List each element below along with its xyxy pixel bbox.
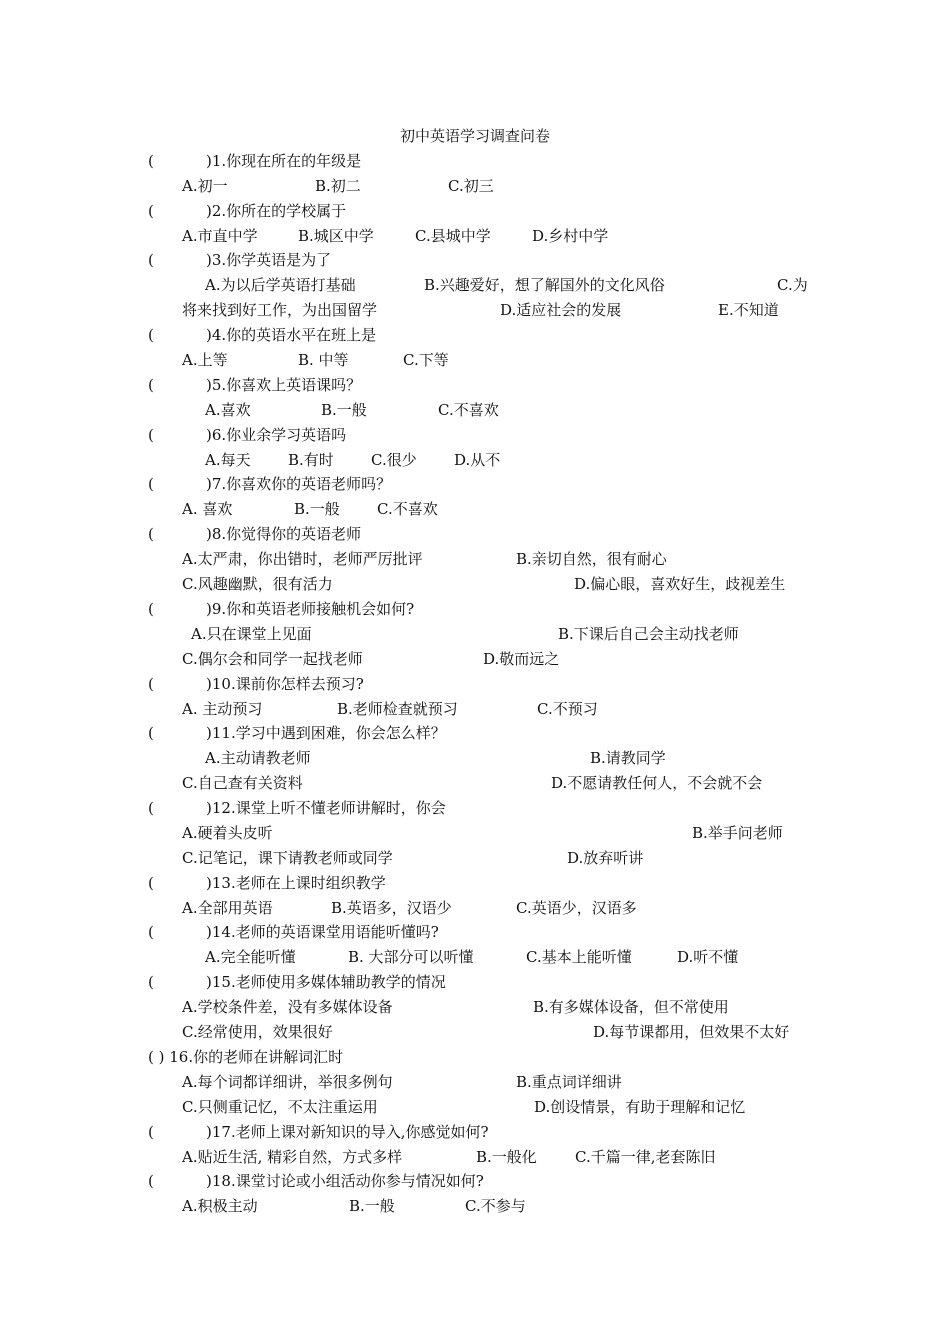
answer-blank: ( xyxy=(148,1172,154,1190)
option: A.贴近生活, 精彩自然，方式多样 xyxy=(182,1148,403,1166)
question-14: )14.老师的英语课堂用语能听懂吗? xyxy=(206,923,439,941)
option: B.亲切自然，很有耐心 xyxy=(516,550,667,568)
option: B. 中等 xyxy=(298,351,349,369)
option: A.每个词都详细讲，举很多例句 xyxy=(182,1073,393,1091)
option: A.上等 xyxy=(182,351,228,369)
option: D.从不 xyxy=(454,451,501,469)
question-18: )18.课堂讨论或小组活动你参与情况如何? xyxy=(206,1172,484,1190)
option: A. 喜欢 xyxy=(182,500,233,518)
option: B.有多媒体设备，但不常使用 xyxy=(533,998,729,1016)
option: C.记笔记，课下请教老师或同学 xyxy=(182,849,393,867)
answer-blank: ( xyxy=(148,675,154,693)
question-5: )5.你喜欢上英语课吗？ xyxy=(206,376,362,394)
option: 将来找到好工作，为出国留学 xyxy=(182,301,378,319)
option: B.城区中学 xyxy=(298,227,374,245)
answer-blank: ( xyxy=(148,326,154,344)
option: A.初一 xyxy=(182,177,228,195)
question-10: )10.课前你怎样去预习? xyxy=(206,675,364,693)
answer-blank: ( xyxy=(148,475,154,493)
option: A.全部用英语 xyxy=(182,899,273,917)
option: D.每节课都用，但效果不太好 xyxy=(593,1023,790,1041)
option: B. 大部分可以听懂 xyxy=(348,948,474,966)
option: C.千篇一律,老套陈旧 xyxy=(575,1148,716,1166)
option: C.经常使用，效果很好 xyxy=(182,1023,333,1041)
option: C.不喜欢 xyxy=(438,401,499,419)
question-1: )1.你现在所在的年级是 xyxy=(206,152,362,170)
question-17: )17.老师上课对新知识的导入,你感觉如何? xyxy=(206,1123,489,1141)
option: A.完全能听懂 xyxy=(205,948,296,966)
answer-blank: ( xyxy=(148,251,154,269)
option: B.一般 xyxy=(321,401,367,419)
question-16: ( ) 16.你的老师在讲解词汇时 xyxy=(148,1048,344,1066)
option: A.每天 xyxy=(205,451,251,469)
option: B.兴趣爱好，想了解国外的文化风俗 xyxy=(424,276,665,294)
option: B.老师检查就预习 xyxy=(337,700,458,718)
answer-blank: ( xyxy=(148,923,154,941)
answer-blank: ( xyxy=(148,600,154,618)
option: B.请教同学 xyxy=(590,749,666,767)
option: C.县城中学 xyxy=(415,227,491,245)
question-15: )15.老师使用多媒体辅助教学的情况 xyxy=(206,973,446,991)
question-8: )8.你觉得你的英语老师 xyxy=(206,525,362,543)
option: B.重点词详细讲 xyxy=(516,1073,622,1091)
option: E.不知道 xyxy=(718,301,779,319)
option: A.只在课堂上见面 xyxy=(191,625,312,643)
question-6: )6.你业余学习英语吗 xyxy=(206,426,347,444)
option: D.听不懂 xyxy=(677,948,739,966)
option: B.初二 xyxy=(315,177,361,195)
option: D.放弃听讲 xyxy=(567,849,644,867)
option: C.不参与 xyxy=(465,1197,526,1215)
option: B.有时 xyxy=(288,451,334,469)
answer-blank: ( xyxy=(148,874,154,892)
option: A.主动请教老师 xyxy=(205,749,311,767)
option: D.乡村中学 xyxy=(532,227,609,245)
option: B.下课后自己会主动找老师 xyxy=(558,625,739,643)
option: D.适应社会的发展 xyxy=(500,301,622,319)
option: C.很少 xyxy=(371,451,417,469)
answer-blank: ( xyxy=(148,376,154,394)
question-4: )4.你的英语水平在班上是 xyxy=(206,326,377,344)
option: C.不喜欢 xyxy=(377,500,438,518)
question-2: )2.你所在的学校属于 xyxy=(206,202,347,220)
answer-blank: ( xyxy=(148,724,154,742)
option: C.基本上能听懂 xyxy=(526,948,632,966)
option: A.喜欢 xyxy=(205,401,251,419)
answer-blank: ( xyxy=(148,202,154,220)
question-7: )7.你喜欢你的英语老师吗？ xyxy=(206,475,392,493)
option: B.一般 xyxy=(294,500,340,518)
question-12: )12.课堂上听不懂老师讲解时，你会 xyxy=(206,799,446,817)
option: C.不预习 xyxy=(537,700,598,718)
option: D.偏心眼，喜欢好生，歧视差生 xyxy=(574,575,786,593)
option: A.积极主动 xyxy=(182,1197,258,1215)
option: A.太严肃，你出错时，老师严厉批评 xyxy=(182,550,423,568)
option: D.创设情景，有助于理解和记忆 xyxy=(534,1098,746,1116)
option: C.风趣幽默，很有活力 xyxy=(182,575,333,593)
answer-blank: ( xyxy=(148,525,154,543)
answer-blank: ( xyxy=(148,152,154,170)
option: C.英语少，汉语多 xyxy=(516,899,637,917)
option: D.敬而远之 xyxy=(483,650,560,668)
option: B.一般化 xyxy=(476,1148,537,1166)
answer-blank: ( xyxy=(148,1123,154,1141)
option: A.市直中学 xyxy=(182,227,258,245)
option: D.不愿请教任何人，不会就不会 xyxy=(551,774,763,792)
option: C.下等 xyxy=(403,351,449,369)
option: C.初三 xyxy=(448,177,494,195)
option: C.为 xyxy=(777,276,808,294)
option: C.只侧重记忆，不太注重运用 xyxy=(182,1098,378,1116)
answer-blank: ( xyxy=(148,799,154,817)
option: A.硬着头皮听 xyxy=(182,824,273,842)
option: A. 主动预习 xyxy=(182,700,263,718)
question-13: )13.老师在上课时组织教学 xyxy=(206,874,386,892)
question-3: )3.你学英语是为了 xyxy=(206,251,332,269)
option: B.举手问老师 xyxy=(692,824,783,842)
option: A.为以后学英语打基础 xyxy=(205,276,356,294)
option: B.一般 xyxy=(349,1197,395,1215)
question-9: )9.你和英语老师接触机会如何? xyxy=(206,600,415,618)
answer-blank: ( xyxy=(148,973,154,991)
document-title: 初中英语学习调查问卷 xyxy=(399,127,550,145)
option: B.英语多，汉语少 xyxy=(331,899,452,917)
option: C.自己查有关资料 xyxy=(182,774,303,792)
option: A.学校条件差，没有多媒体设备 xyxy=(182,998,393,1016)
question-11: )11.学习中遇到困难，你会怎么样？ xyxy=(206,724,446,742)
answer-blank: ( xyxy=(148,426,154,444)
option: C.偶尔会和同学一起找老师 xyxy=(182,650,363,668)
